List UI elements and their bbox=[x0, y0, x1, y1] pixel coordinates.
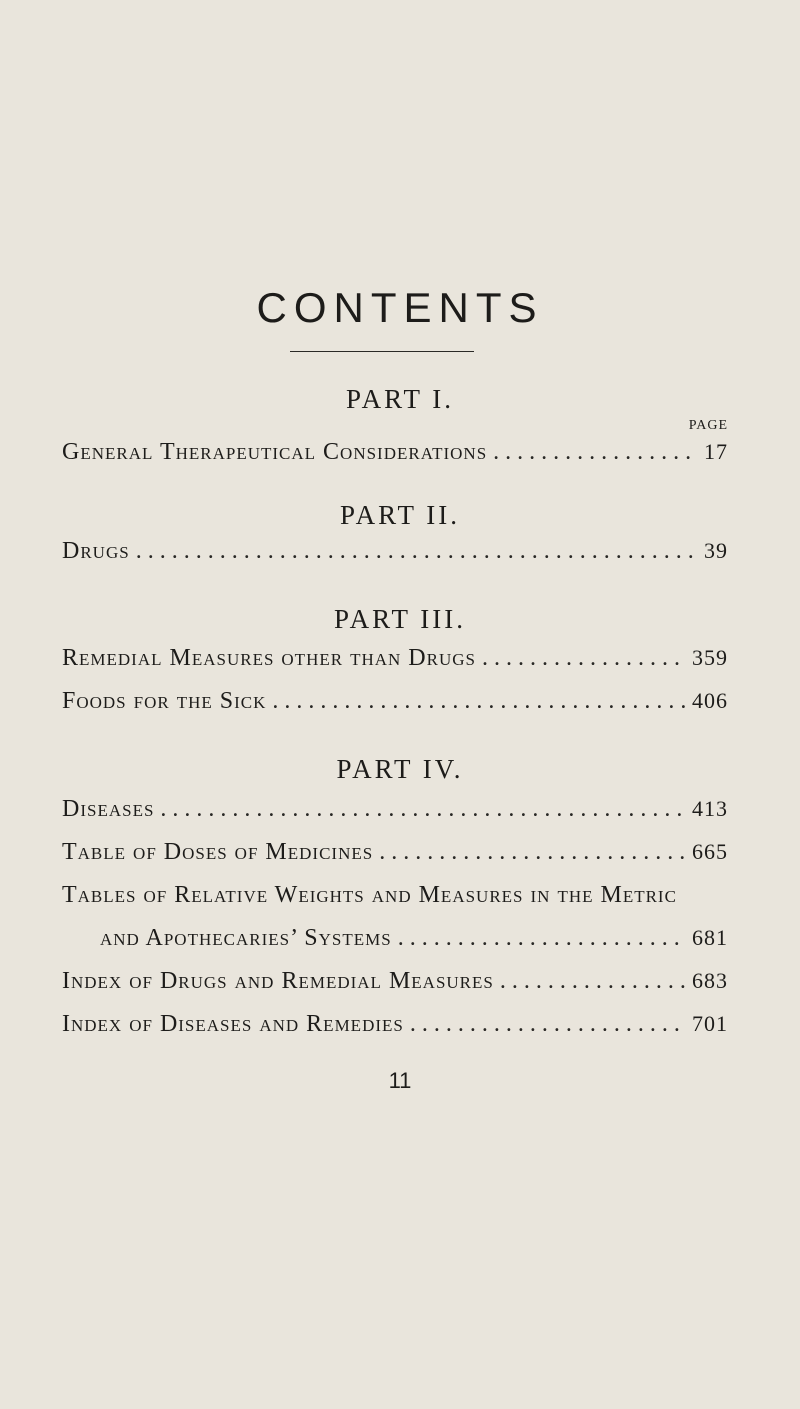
page-title: CONTENTS bbox=[256, 284, 544, 331]
toc-entry-title: Tables of Relative Weights and Measures in the Metric bbox=[62, 882, 677, 908]
toc-entry-title: Drugs bbox=[62, 538, 130, 564]
toc-entry-page: 406 bbox=[692, 688, 728, 713]
toc-entry-title: Index of Drugs and Remedial Measures bbox=[62, 968, 494, 994]
toc-entry-page: 359 bbox=[692, 645, 728, 670]
part-1-heading: PART I. bbox=[346, 384, 454, 414]
toc-entry-title: Foods for the Sick bbox=[62, 688, 267, 714]
page-column-label: PAGE bbox=[688, 418, 728, 433]
toc-entry-tables-of-relative-weights-continued[interactable] bbox=[100, 924, 728, 952]
toc-entry-foods-for-the-sick[interactable] bbox=[62, 687, 728, 715]
toc-entry-title: Index of Diseases and Remedies bbox=[62, 1011, 404, 1037]
toc-entry-index-of-drugs[interactable] bbox=[62, 967, 728, 995]
toc-entry-drugs[interactable] bbox=[62, 537, 728, 565]
toc-entry-title: General Therapeutical Considerations bbox=[62, 439, 488, 465]
dot-leader bbox=[493, 438, 698, 466]
toc-entry-title: Table of Doses of Medicines bbox=[62, 839, 374, 865]
toc-entry-index-of-diseases[interactable] bbox=[62, 1010, 728, 1038]
dot-leader bbox=[410, 1010, 686, 1038]
dot-leader bbox=[160, 795, 686, 823]
toc-entry-page: 701 bbox=[692, 1011, 728, 1036]
dot-leader bbox=[136, 537, 698, 565]
title-divider bbox=[290, 351, 474, 352]
toc-entry-remedial-measures[interactable] bbox=[62, 644, 728, 672]
toc-entry-title: and Apothecaries’ Systems bbox=[100, 925, 392, 951]
dot-leader bbox=[500, 967, 686, 995]
toc-entry-page: 665 bbox=[692, 839, 728, 864]
part-2-heading: PART II. bbox=[340, 500, 460, 530]
dot-leader bbox=[379, 838, 686, 866]
toc-entry-table-of-doses[interactable] bbox=[62, 838, 728, 866]
page-number: 11 bbox=[388, 1068, 412, 1093]
toc-entry-page: 39 bbox=[704, 538, 728, 563]
toc-entry-tables-of-relative-weights[interactable] bbox=[62, 881, 728, 909]
dot-leader bbox=[482, 644, 686, 672]
toc-entry-page: 17 bbox=[704, 439, 728, 464]
toc-entry-general-therapeutical-considerations[interactable] bbox=[62, 438, 728, 466]
toc-entry-page: 413 bbox=[692, 796, 728, 821]
toc-entry-page: 683 bbox=[692, 968, 728, 993]
dot-leader bbox=[398, 924, 686, 952]
toc-entry-page: 681 bbox=[692, 925, 728, 950]
dot-leader bbox=[272, 687, 686, 715]
toc-entry-title: Diseases bbox=[62, 796, 155, 822]
part-3-heading: PART III. bbox=[334, 604, 466, 634]
toc-entry-diseases[interactable] bbox=[62, 795, 728, 823]
part-4-heading: PART IV. bbox=[336, 754, 464, 784]
toc-entry-title: Remedial Measures other than Drugs bbox=[62, 645, 476, 671]
